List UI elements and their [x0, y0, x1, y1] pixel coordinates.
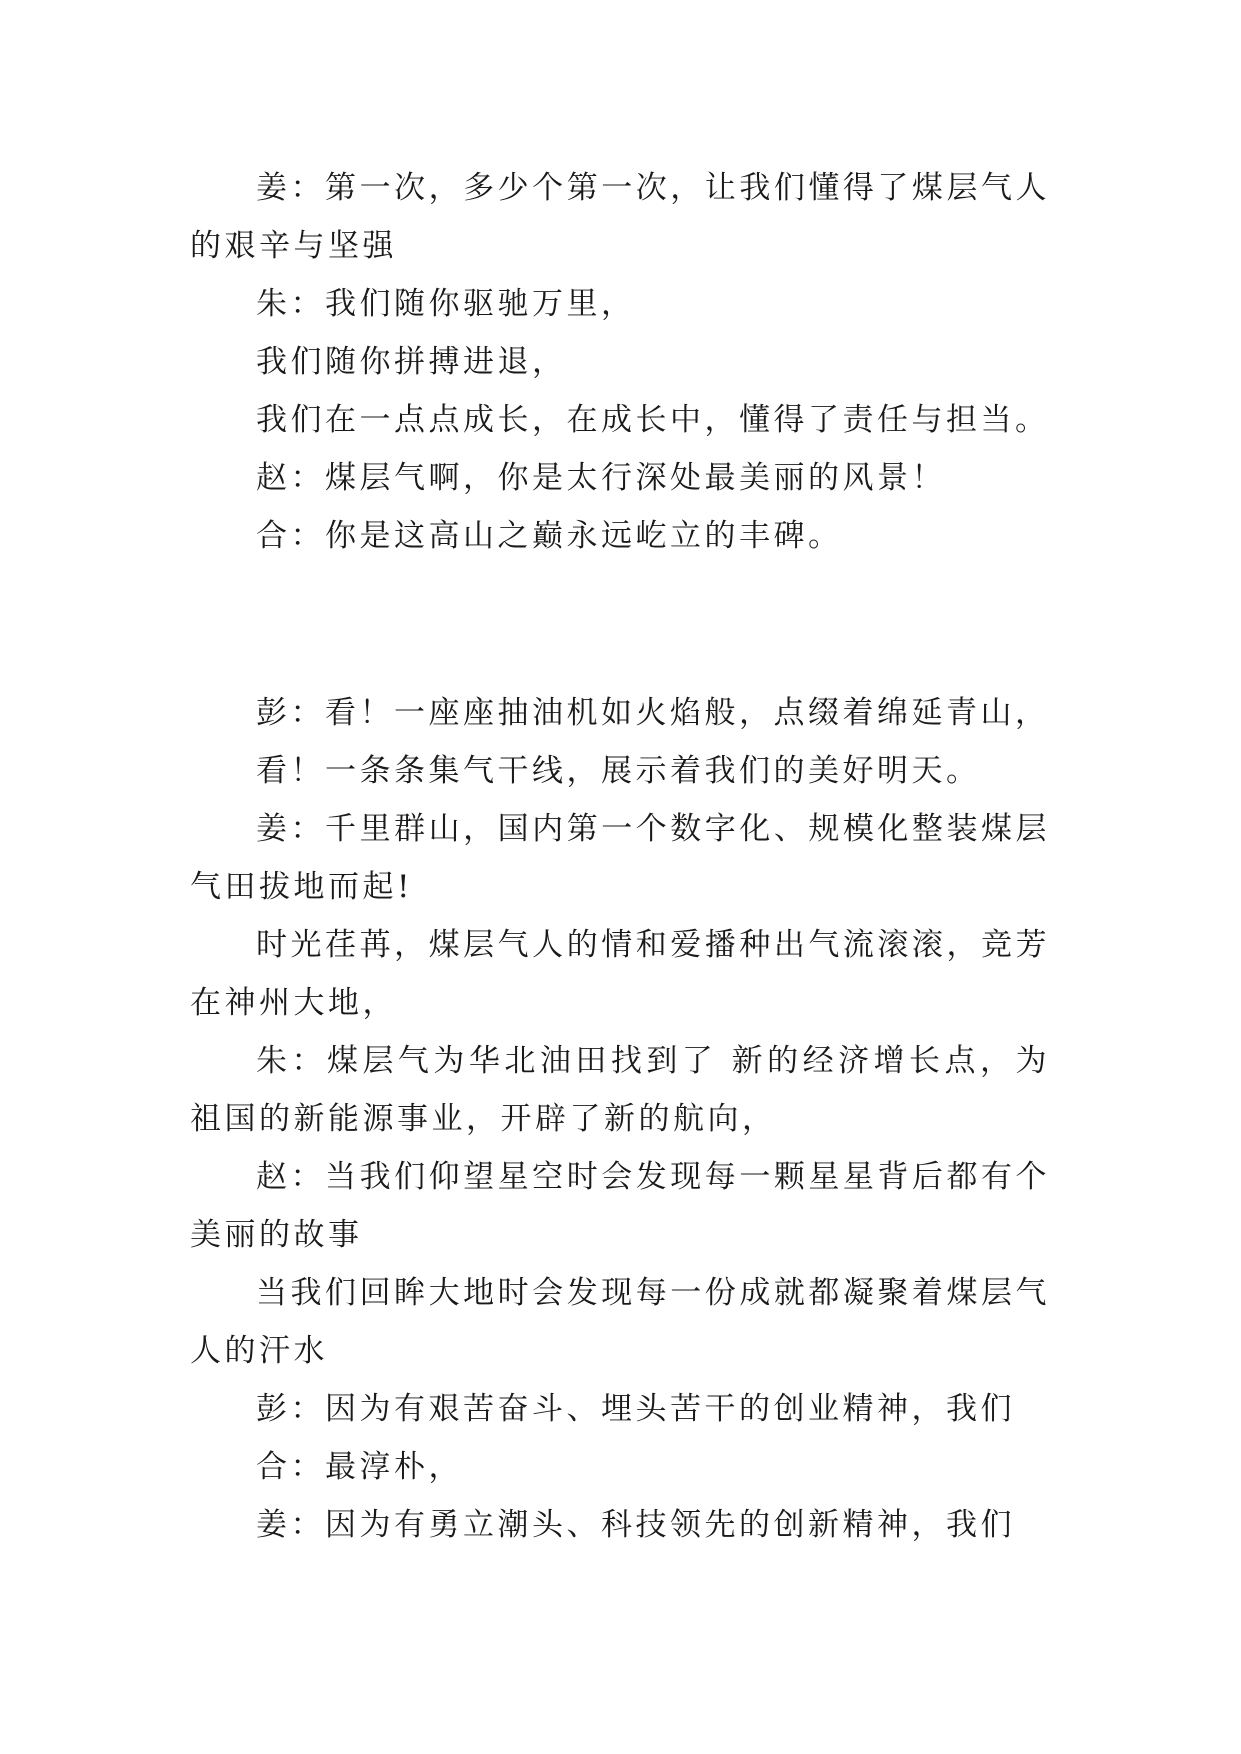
paragraph: 彭：看！一座座抽油机如火焰般，点缀着绵延青山，	[256, 695, 1050, 731]
text-section-1	[190, 159, 1050, 565]
text-section-2	[190, 684, 1050, 1554]
paragraph: 当我们回眸大地时会发现每一份成就都凝聚着煤层气人的汗水	[190, 1275, 1050, 1369]
paragraph: 彭：因为有艰苦奋斗、埋头苦干的创业精神，我们	[256, 1391, 1015, 1427]
paragraph: 姜：因为有勇立潮头、科技领先的创新精神，我们	[256, 1507, 1015, 1543]
paragraph: 赵：当我们仰望星空时会发现每一颗星星背后都有个美丽的故事	[190, 1159, 1050, 1253]
paragraph: 我们随你拼搏进退，	[256, 344, 567, 380]
paragraph: 时光荏苒，煤层气人的情和爱播种出气流滚滚，竞芳在神州大地，	[190, 927, 1050, 1021]
paragraph: 姜：第一次，多少个第一次，让我们懂得了煤层气人的艰辛与坚强	[190, 170, 1050, 264]
paragraph: 我们在一点点成长，在成长中，懂得了责任与担当。	[256, 402, 1050, 438]
paragraph: 赵：煤层气啊，你是太行深处最美丽的风景！	[256, 460, 946, 496]
paragraph: 合：最淳朴，	[256, 1449, 463, 1485]
paragraph: 看！一条条集气干线，展示着我们的美好明天。	[256, 753, 981, 789]
paragraph: 姜：千里群山，国内第一个数字化、规模化整装煤层气田拔地而起!	[190, 811, 1050, 905]
paragraph: 朱：我们随你驱驰万里，	[256, 286, 636, 322]
paragraph: 合：你是这高山之巅永远屹立的丰碑。	[256, 518, 843, 554]
paragraph: 朱：煤层气为华北油田找到了 新的经济增长点，为祖国的新能源事业，开辟了新的航向，	[190, 1043, 1050, 1137]
